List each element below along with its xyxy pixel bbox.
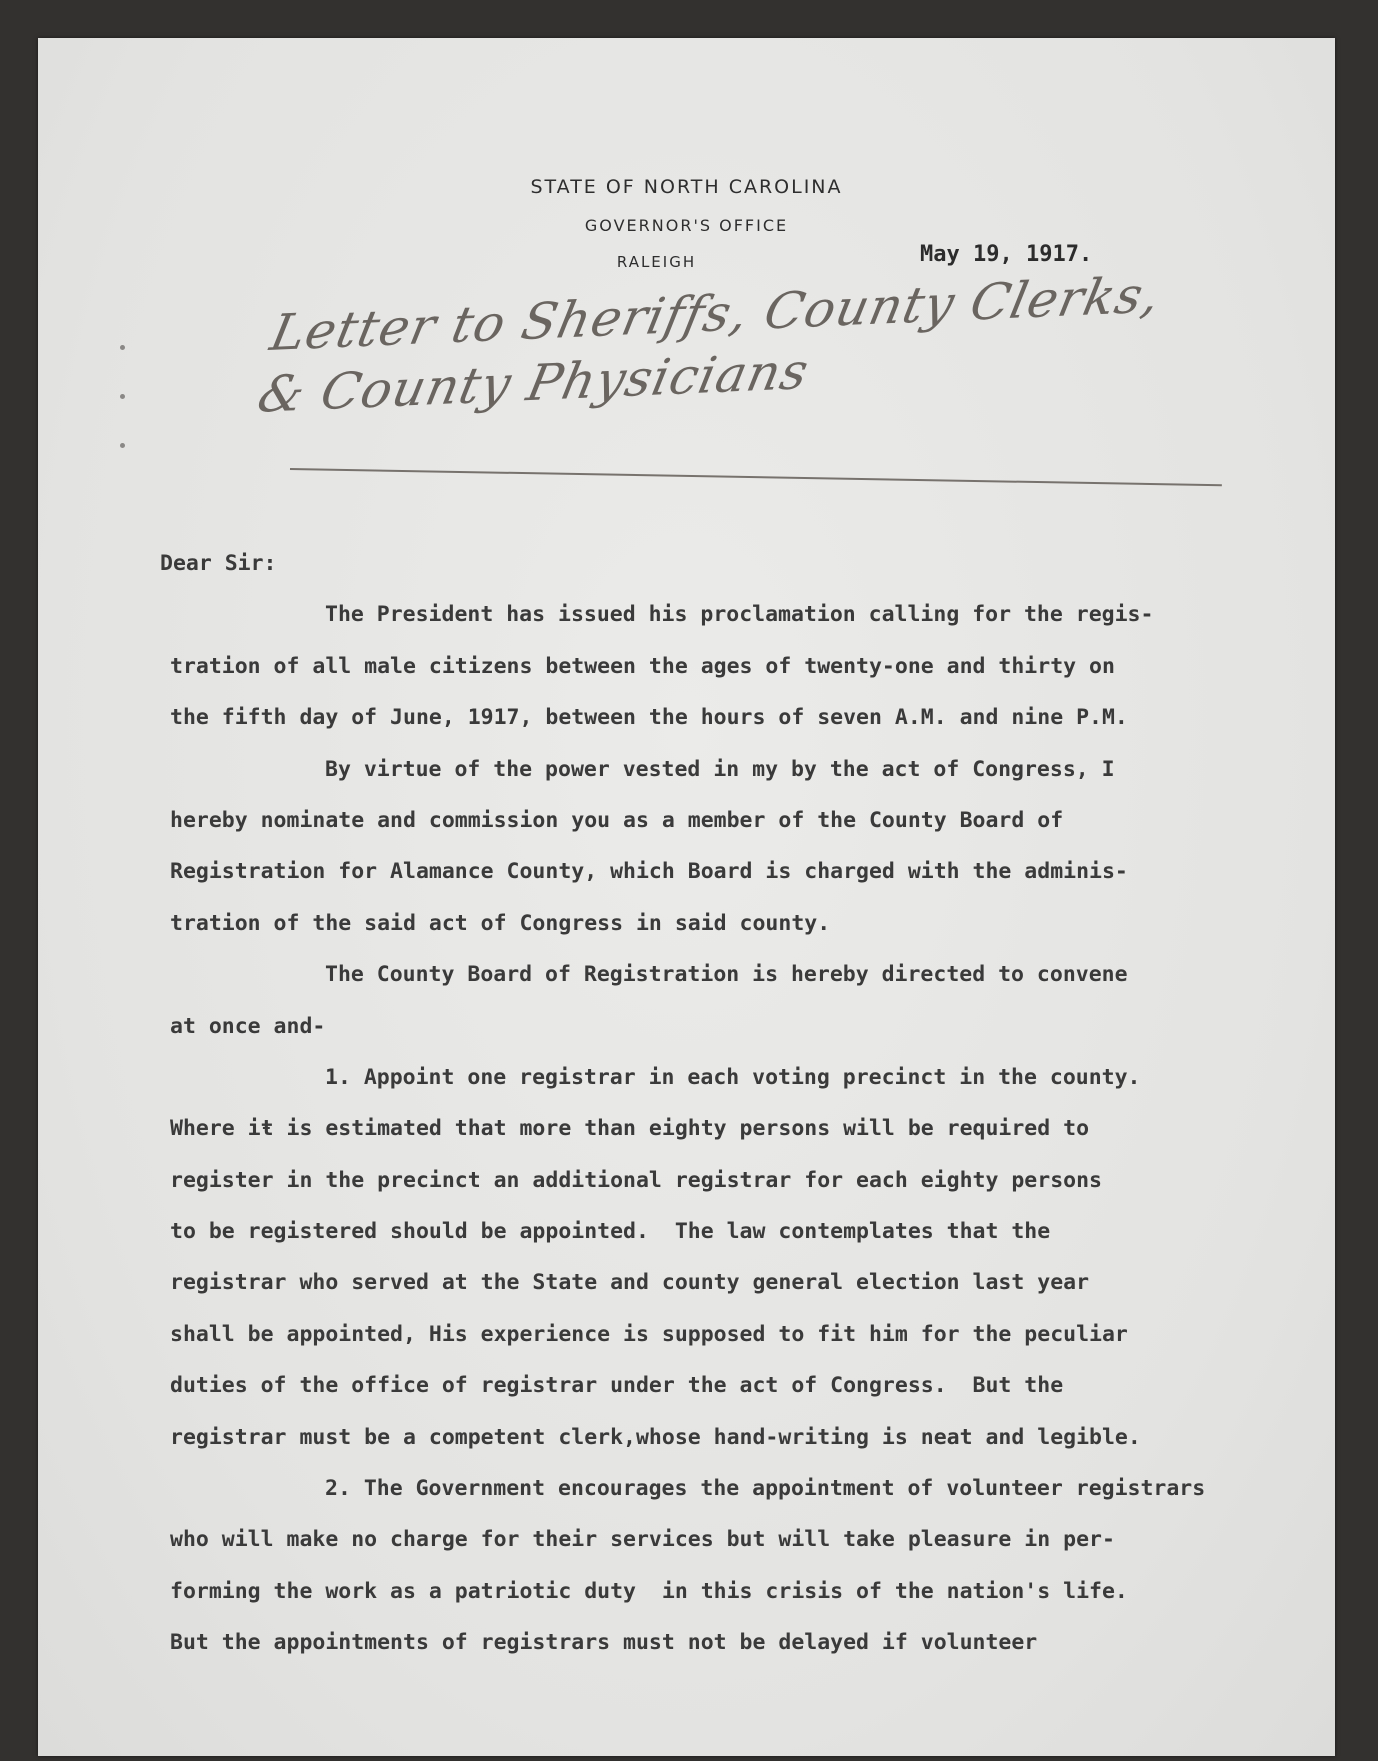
handwritten-note-line-2: & County Physicians: [252, 342, 815, 424]
body-line: hereby nominate and commission you as a member of the County Board of: [170, 807, 1064, 833]
body-line: tration of all male citizens between the ages of twenty-one and thirty on: [170, 653, 1115, 679]
document-page: [38, 38, 1335, 1756]
body-line: The County Board of Registration is hereby directed to convene: [325, 962, 1128, 988]
body-line: the fifth day of June, 1917, between the hours of seven A.M. and nine P.M.: [170, 705, 1128, 731]
body-line: The President has issued his proclamation calling for the regis-: [325, 602, 1154, 628]
body-line: registrar must be a competent clerk,whose hand-writing is neat and legible.: [170, 1424, 1141, 1450]
body-line: 1. Appoint one registrar in each voting precinct in the county.: [325, 1064, 1141, 1090]
body-line: register in the precinct an additional registrar for each eighty persons: [170, 1167, 1102, 1193]
handwritten-note-line-1: Letter to Sheriffs, County Clerks,: [265, 265, 1166, 362]
letterhead-city: RALEIGH: [616, 253, 697, 271]
body-line: Registration for Alamance County, which Board is charged with the adminis-: [170, 859, 1128, 885]
handwritten-note: [253, 264, 1167, 426]
salutation: Dear Sir:: [160, 551, 277, 576]
handwritten-underline: [290, 468, 1222, 486]
letterhead-office: GOVERNOR'S OFFICE: [584, 216, 789, 235]
body-line: By virtue of the power vested in my by the act of Congress, I: [325, 756, 1115, 782]
body-line: But the appointments of registrars must not be delayed if volunteer: [170, 1630, 1038, 1656]
body-line: to be registered should be appointed. The law contemplates that the: [170, 1219, 1051, 1245]
body-line: 2. The Government encourages the appointment of volunteer registrars: [325, 1476, 1206, 1502]
punch-hole-mark: [120, 394, 125, 399]
letter-body: [160, 538, 1350, 1669]
body-line: forming the work as a patriotic duty in this crisis of the nation's life.: [170, 1578, 1128, 1604]
punch-hole-mark: [120, 345, 125, 350]
body-line: who will make no charge for their services but will take pleasure in per-: [170, 1527, 1115, 1553]
body-line: shall be appointed, His experience is supposed to fit him for the peculiar: [170, 1321, 1128, 1347]
body-line: duties of the office of registrar under the act of Congress. But the: [170, 1373, 1064, 1399]
body-line: registrar who served at the State and county general election last year: [170, 1270, 1090, 1296]
letter-date: May 19, 1917.: [920, 242, 1093, 267]
punch-hole-mark: [120, 443, 125, 448]
body-line: tration of the said act of Congress in said county.: [170, 910, 831, 936]
body-line: at once and-: [170, 1013, 326, 1039]
body-line: Where iŧ is estimated that more than eighty persons will be required to: [170, 1116, 1090, 1142]
letterhead-state: STATE OF NORTH CAROLINA: [530, 176, 843, 198]
